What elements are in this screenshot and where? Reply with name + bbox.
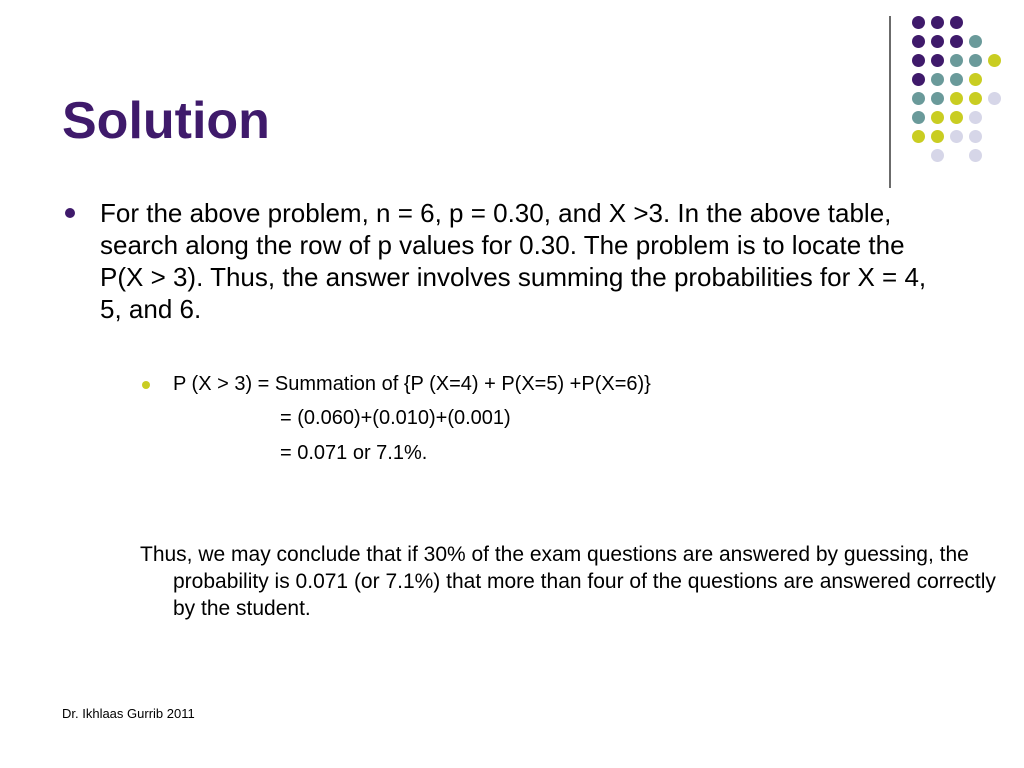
bullet-text: For the above problem, n = 6, p = 0.30, and X >3. In the above table, search along the row of p values for 0.30. The problem is to locate the P(X > 3). Thus, the answer involves summing the probabilities for X = 4, 5, and 6.	[100, 198, 927, 324]
decor-dot	[931, 149, 944, 162]
title-divider-line	[889, 16, 891, 188]
decor-dot	[931, 54, 944, 67]
decor-dot	[931, 92, 944, 105]
decor-dot	[931, 130, 944, 143]
decor-dot	[950, 130, 963, 143]
decor-dot	[931, 73, 944, 86]
decor-dot	[950, 54, 963, 67]
decor-dot	[969, 73, 982, 86]
decor-dot	[931, 111, 944, 124]
slide-title: Solution	[62, 92, 270, 150]
footer-author: Dr. Ikhlaas Gurrib 2011	[62, 706, 195, 721]
decor-dot	[988, 92, 1001, 105]
decor-dot	[969, 35, 982, 48]
decor-dot	[969, 54, 982, 67]
formula-line: = (0.060)+(0.010)+(0.001)	[280, 407, 511, 429]
conclusion-text: Thus, we may conclude that if 30% of the exam questions are answered by guessing, the probability is 0.071 (or 7.1%) that more than four of the questions are answered correctly by the student.	[140, 543, 996, 620]
decor-dot	[931, 35, 944, 48]
decor-dot	[969, 149, 982, 162]
decor-dot	[950, 73, 963, 86]
decor-dot	[950, 92, 963, 105]
decor-dot	[931, 16, 944, 29]
decor-dot	[912, 111, 925, 124]
decor-dot	[912, 73, 925, 86]
decor-dot	[950, 35, 963, 48]
decor-dot	[912, 92, 925, 105]
decor-dot	[988, 54, 1001, 67]
formula-result: = 0.071 or 7.1%.	[280, 442, 428, 464]
decor-dot	[969, 92, 982, 105]
decor-dot	[912, 54, 925, 67]
decor-dot	[950, 16, 963, 29]
sub-bullet-marker	[142, 381, 150, 389]
bullet-marker	[65, 208, 75, 218]
decor-dot	[912, 16, 925, 29]
decor-dot	[912, 35, 925, 48]
decor-dot	[969, 111, 982, 124]
decor-dot	[969, 130, 982, 143]
decor-dot	[950, 111, 963, 124]
formula-line: P (X > 3) = Summation of {P (X=4) + P(X=5) +P(X=6)}	[173, 373, 651, 395]
decor-dot	[912, 130, 925, 143]
